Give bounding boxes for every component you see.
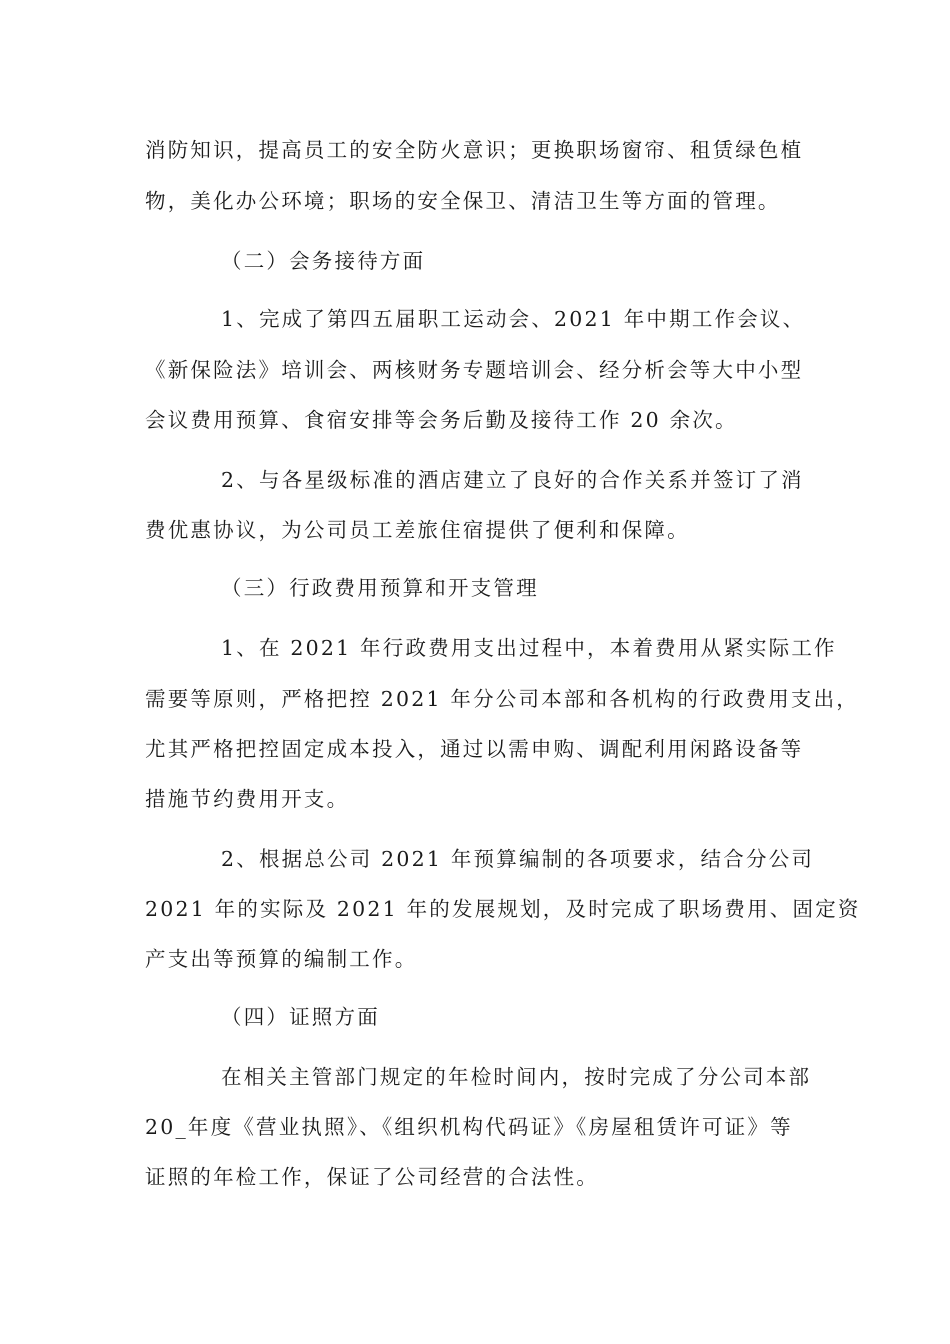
paragraph-line: 费优惠协议，为公司员工差旅住宿提供了便利和保障。 xyxy=(145,518,690,542)
section-heading: （三）行政费用预算和开支管理 xyxy=(221,576,539,600)
paragraph-line: 1、在 2021 年行政费用支出过程中，本着费用从紧实际工作 xyxy=(221,636,837,660)
paragraph-line: 1、完成了第四五届职工运动会、2021 年中期工作会议、 xyxy=(221,307,806,331)
paragraph-line: 在相关主管部门规定的年检时间内，按时完成了分公司本部 xyxy=(221,1065,812,1089)
paragraph-line: 物，美化办公环境；职场的安全保卫、清洁卫生等方面的管理。 xyxy=(145,189,781,213)
paragraph-line: 会议费用预算、食宿安排等会务后勤及接待工作 20 余次。 xyxy=(145,408,738,432)
paragraph-line: 产支出等预算的编制工作。 xyxy=(145,947,418,971)
paragraph-line: 2、根据总公司 2021 年预算编制的各项要求，结合分公司 xyxy=(221,847,815,871)
paragraph-line: 消防知识，提高员工的安全防火意识；更换职场窗帘、租赁绿色植 xyxy=(145,138,804,162)
paragraph-line: 证照的年检工作，保证了公司经营的合法性。 xyxy=(145,1165,599,1189)
paragraph-line: 20_年度《营业执照》、《组织机构代码证》《房屋租赁许可证》等 xyxy=(145,1115,793,1139)
paragraph-line: 2、与各星级标准的酒店建立了良好的合作关系并签订了消 xyxy=(221,468,804,492)
paragraph-line: 《新保险法》培训会、两核财务专题培训会、经分析会等大中小型 xyxy=(145,358,804,382)
paragraph-line: 尤其严格把控固定成本投入，通过以需申购、调配利用闲路设备等 xyxy=(145,737,804,761)
paragraph-line: 措施节约费用开支。 xyxy=(145,787,350,811)
section-heading: （四）证照方面 xyxy=(221,1005,380,1029)
section-heading: （二）会务接待方面 xyxy=(221,249,426,273)
paragraph-line: 2021 年的实际及 2021 年的发展规划，及时完成了职场费用、固定资 xyxy=(145,897,861,921)
paragraph-line: 需要等原则，严格把控 2021 年分公司本部和各机构的行政费用支出， xyxy=(145,687,860,711)
